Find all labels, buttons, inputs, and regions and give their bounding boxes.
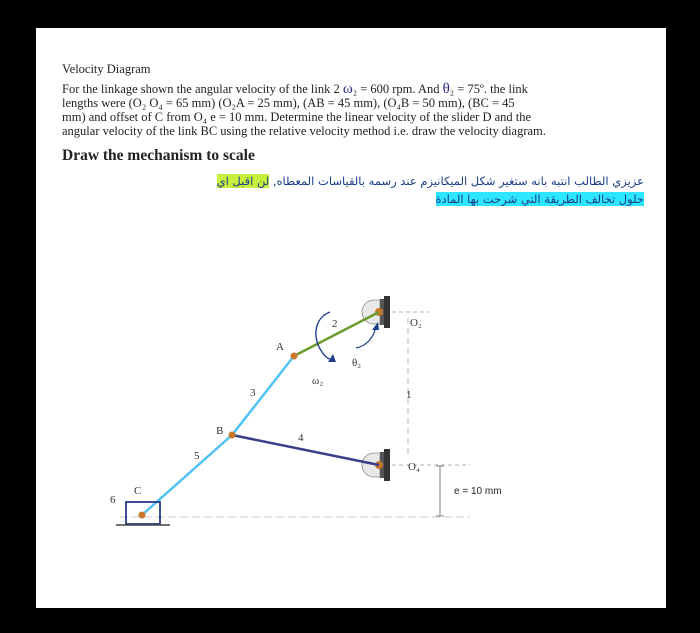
label-ground-1: 1 <box>406 389 412 401</box>
section-heading: Velocity Diagram <box>62 62 151 76</box>
label-link-5: 5 <box>194 450 200 462</box>
problem-line-1b: ₂ = 600 rpm. And <box>352 82 443 96</box>
instruction-title: Draw the mechanism to scale <box>62 147 255 164</box>
label-theta2: θ₂ <box>352 357 362 369</box>
problem-line-1a: For the linkage shown the angular velocity of the link 2 <box>62 82 343 96</box>
link-4-rocker <box>232 435 379 465</box>
label-o2: O₂ <box>410 317 422 329</box>
label-a: A <box>276 341 284 353</box>
joint-b <box>229 432 236 439</box>
theta-symbol: θ <box>442 81 450 97</box>
omega-arrowhead <box>328 354 336 362</box>
joint-a <box>291 353 298 360</box>
arabic-note-highlight-1: لن اقبل اي <box>216 174 270 188</box>
label-link-2: 2 <box>332 318 338 330</box>
label-link-4: 4 <box>298 432 304 444</box>
label-c: C <box>134 485 142 497</box>
label-b: B <box>216 425 224 437</box>
link-3-coupler <box>232 356 294 435</box>
label-omega2: ω₂ <box>312 375 324 387</box>
problem-line-3: mm) and offset of C from O₄ e = 10 mm. Determine the linear velocity of the slider D and the <box>62 110 532 124</box>
problem-line-2: lengths were (O₂ O₄ = 65 mm) (O₂A = 25 mm), (AB = 45 mm), (O₄B = 50 mm), (BC = 45 <box>62 96 515 110</box>
problem-line-1c: ₂ = 75º. the link <box>449 82 528 96</box>
label-link-6: 6 <box>110 494 116 506</box>
o2-pivot <box>362 296 390 328</box>
arabic-note-main: عزيزي الطالب انتبه بانه ستغير شكل الميكانيزم عند رسمه بالقياسات المعطاه, <box>269 174 644 188</box>
joint-c <box>139 512 146 519</box>
link-5-connecting-rod <box>142 435 232 515</box>
label-link-3: 3 <box>250 387 256 399</box>
omega-symbol: ω <box>342 81 353 97</box>
arabic-note-highlight-2: حلول تخالف الطريقة التي شرحت بها المادة <box>435 192 644 206</box>
label-o4: O₄ <box>408 461 420 473</box>
label-offset: e = 10 mm <box>454 486 502 497</box>
problem-line-4: angular velocity of the link BC using the relative velocity method i.e. draw the velocity diagram. <box>62 124 546 138</box>
